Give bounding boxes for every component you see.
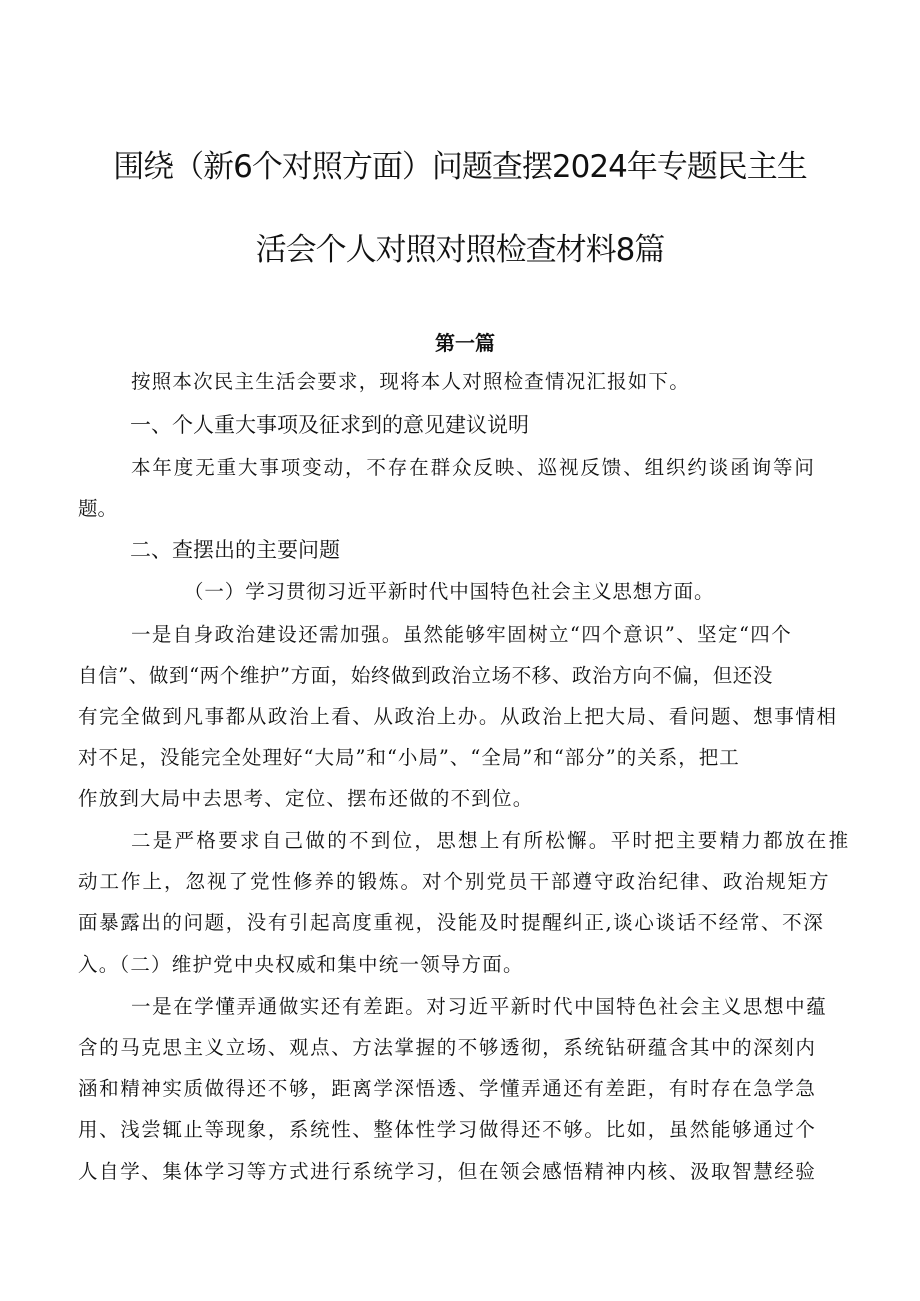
paragraph-line: 对不足，没能完全处理好“大局”和“小局”、“全局”和“部分”的关系，把工: [78, 746, 740, 769]
part-heading: 第一篇: [435, 331, 495, 355]
section-heading-2: 二、查摆出的主要问题: [130, 538, 340, 562]
paragraph-line: 入。（二）维护党中央权威和集中统一领导方面。: [78, 953, 524, 976]
paragraph-line: 自信”、做到“两个维护”方面，始终做到政治立场不移、政治方向不偏，但还没: [78, 664, 774, 687]
document-title-line-2: 活会个人对照对照检查材料8篇: [255, 232, 665, 268]
paragraph-line: 面暴露出的问题，没有引起高度重视，没能及时提醒纠正,谈心谈话不经常、不深: [78, 911, 825, 934]
paragraph-line: 有完全做到凡事都从政治上看、从政治上办。从政治上把大局、看问题、想事情相: [78, 705, 838, 728]
paragraph-line: 本年度无重大事项变动，不存在群众反映、巡视反馈、组织约谈函询等问: [131, 456, 816, 479]
document-title-line-1: 围绕（新6个对照方面）问题查摆2024年专题民主生: [113, 149, 807, 185]
paragraph-line: 一是在学懂弄通做实还有差距。对习近平新时代中国特色社会主义思想中蕴: [131, 995, 828, 1018]
paragraph-line: 题。: [78, 497, 118, 520]
paragraph-line: 动工作上，忽视了党性修养的锻炼。对个别党员干部遵守政治纪律、政治规矩方: [78, 870, 831, 893]
paragraph-line: 人自学、集体学习等方式进行系统学习，但在领会感悟精神内核、汲取智慧经验: [78, 1160, 817, 1183]
paragraph-line: 涵和精神实质做得还不够，距离学深悟透、学懂弄通还有差距，有时存在急学急: [78, 1077, 817, 1100]
paragraph-line: 作放到大局中去思考、定位、摆布还做的不到位。: [78, 787, 534, 810]
paragraph-line: 含的马克思主义立场、观点、方法掌握的不够透彻，系统钻研蕴含其中的深刻内: [78, 1036, 817, 1059]
paragraph-line: 二是严格要求自己做的不到位，思想上有所松懈。平时把主要精力都放在推: [131, 829, 851, 852]
section-heading-1: 一、个人重大事项及征求到的意见建议说明: [130, 413, 529, 437]
subsection-heading-1: （一）学习贯彻习近平新时代中国特色社会主义思想方面。: [184, 580, 715, 603]
paragraph-line: 一是自身政治建设还需加强。虽然能够牢固树立“四个意识”、坚定“四个: [131, 623, 793, 646]
paragraph-line: 用、浅尝辄止等现象，系统性、整体性学习做得还不够。比如，虽然能够通过个: [78, 1118, 817, 1141]
intro-paragraph: 按照本次民主生活会要求，现将本人对照检查情况汇报如下。: [131, 370, 690, 393]
